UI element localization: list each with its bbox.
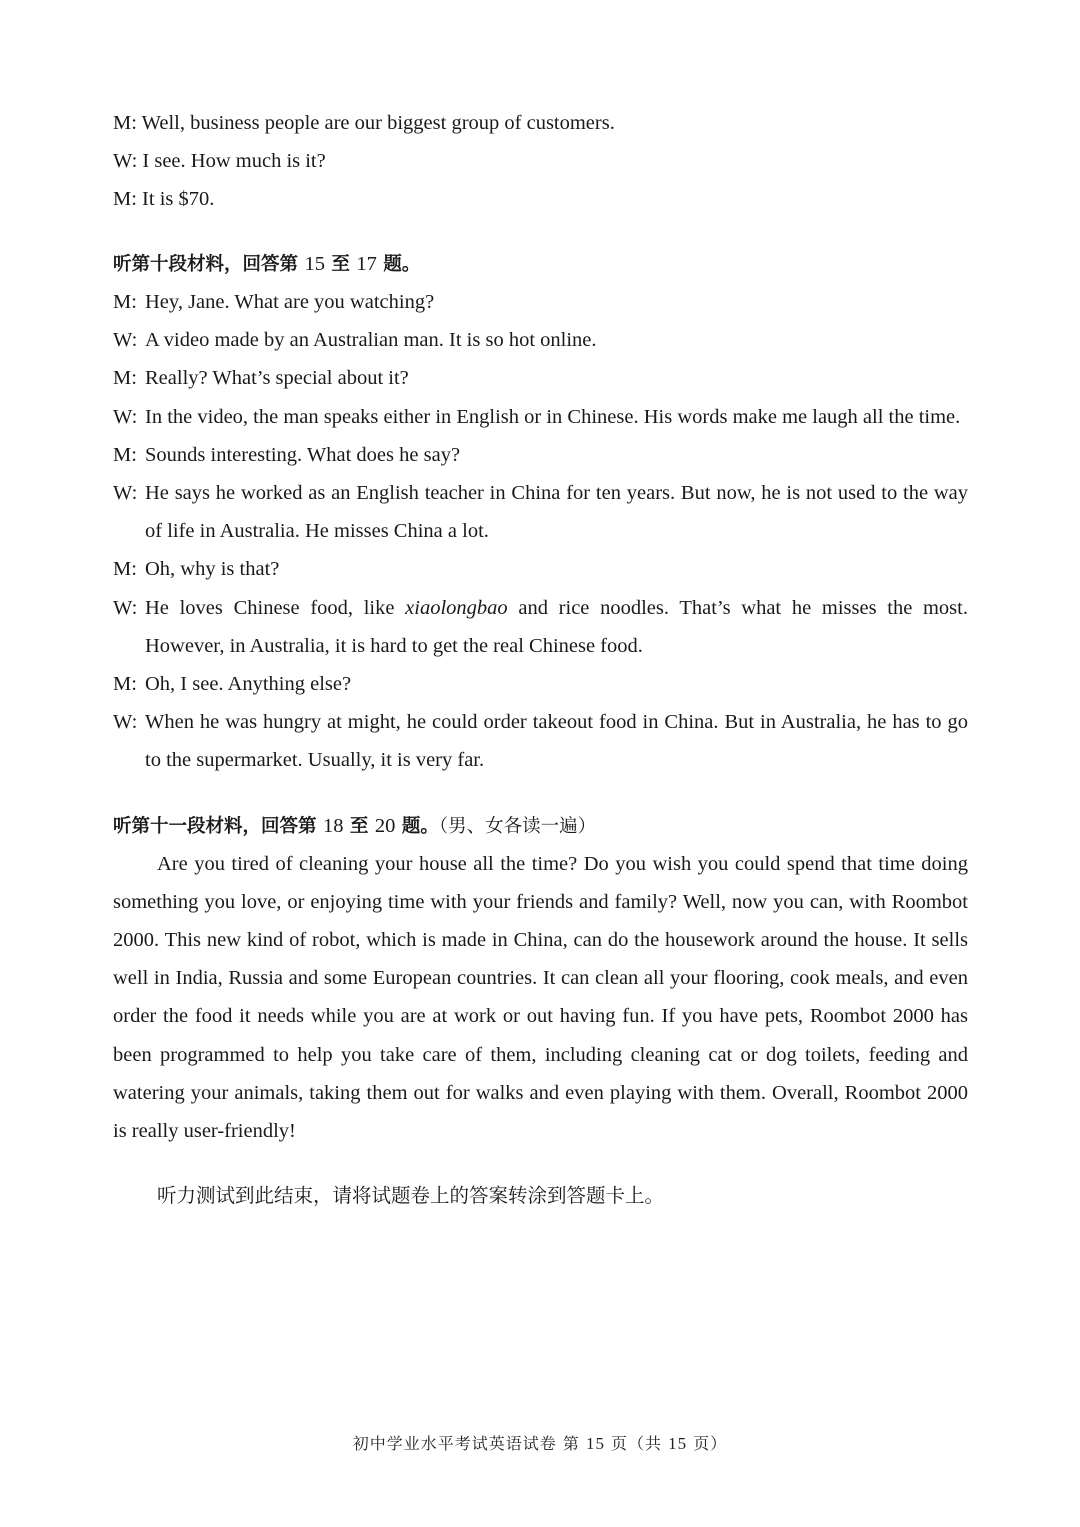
dialogue-text: Hey, Jane. What are you watching?	[145, 291, 435, 313]
dialogue-text: In the video, the man speaks either in English or in Chinese. His words make me laugh all the time.	[145, 405, 961, 428]
speaker-label: M:	[113, 291, 137, 313]
dialogue-line: W: I see. How much is it?	[113, 150, 326, 172]
exam-page-content	[113, 104, 968, 1215]
section-10-heading: 听第十段材料，回答第 15 至 17 题。	[113, 253, 421, 275]
speaker-label: W:	[113, 596, 138, 619]
dialogue-text: He says he worked as an English teacher in China for ten years. But now, he is not used to the way of life in Australia. He misses China a lot.	[145, 482, 968, 543]
dialogue-italic-term: xiaolongbao	[405, 596, 508, 619]
speaker-label: W:	[113, 711, 138, 734]
dialogue-text-pre: He loves Chinese food, like	[145, 596, 406, 619]
speaker-label: M:	[113, 673, 137, 696]
speaker-label: M:	[113, 367, 137, 390]
dialogue-line	[113, 436, 968, 474]
dialogue-text: When he was hungry at might, he could order takeout food in China. But in Australia, he has to go to the supermarket. Usually, it is very far.	[145, 711, 968, 772]
dialogue-text: Really? What’s special about it?	[145, 367, 409, 390]
speaker-label: M:	[113, 558, 137, 581]
closing-instruction: 听力测试到此结束，请将试题卷上的答案转涂到答题卡上。	[157, 1184, 665, 1208]
dialogue-text: Sounds interesting. What does he say?	[145, 443, 461, 466]
speaker-label: W:	[113, 482, 138, 505]
section-11-heading: 听第十一段材料，回答第 18 至 20 题。（男、女各读一遍）	[113, 814, 597, 837]
dialogue-line	[113, 703, 968, 779]
dialogue-text: Oh, why is that?	[145, 558, 280, 581]
dialogue-line	[113, 550, 968, 588]
page-footer: 初中学业水平考试英语试卷 第 15 页（共 15 页）	[352, 1434, 728, 1453]
speaker-label: W:	[113, 405, 138, 428]
exam-title: 初中学业水平考试英语试卷	[352, 1434, 557, 1453]
dialogue-line	[113, 283, 968, 321]
dialogue-text: Oh, I see. Anything else?	[145, 673, 352, 696]
page-number: 15	[585, 1434, 605, 1453]
dialogue-line	[113, 474, 968, 550]
page-total: 15	[668, 1434, 688, 1453]
dialogue-text-post: and rice noodles. That’s what he misses the most. However, in Australia, it is hard to get the real Chinese food.	[145, 596, 968, 657]
dialogue-text: A video made by an Australian man. It is so hot online.	[145, 329, 597, 352]
speaker-label: M:	[113, 443, 137, 466]
dialogue-line	[113, 665, 968, 703]
dialogue-line: M: Well, business people are our biggest group of customers.	[113, 112, 615, 134]
dialogue-line	[113, 398, 968, 436]
dialogue-line: M: It is $70.	[113, 188, 215, 210]
reading-note: （男、女各读一遍）	[438, 815, 597, 837]
dialogue-line	[113, 321, 968, 359]
listening-passage: Are you tired of cleaning your house all the time? Do you wish you could spend that time doing something you love, or enjoying time with your friends and family? Well, now you can, with Roombot 2000. This new kind of robot, which is made in China, can do the housework around the house. It sells well in India, Russia and some European countries. It can clean all your flooring, cook meals, and even order the food it needs while you are at work or out having fun. If you have pets, Roombot 2000 has been programmed to help you take care of them, including cleaning cat or dog toilets, feeding and watering your animals, taking them out for walks and even playing with them. Overall, Roombot 2000 is really user-friendly!	[113, 852, 968, 1143]
dialogue-line	[113, 589, 968, 665]
dialogue-line	[113, 359, 968, 397]
speaker-label: W:	[113, 329, 138, 352]
